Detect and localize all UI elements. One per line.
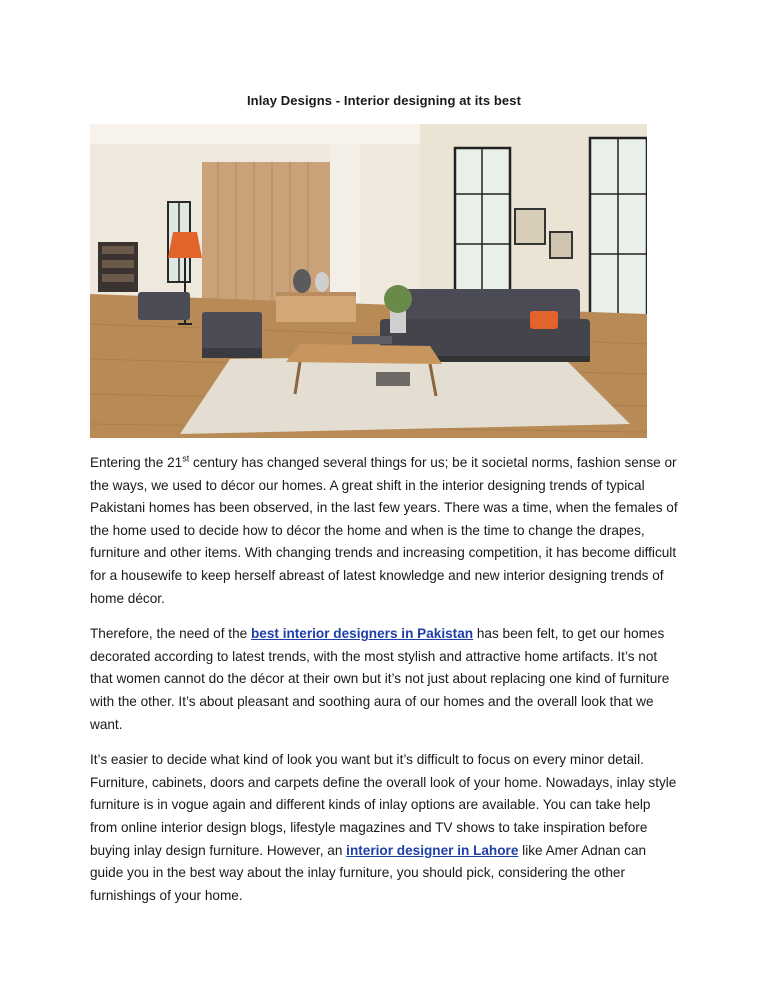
superscript-st: st bbox=[182, 453, 190, 464]
paragraph-2 bbox=[90, 623, 680, 736]
living-room-interior-photo bbox=[90, 124, 647, 438]
document-title: Inlay Designs - Interior designing at its best bbox=[246, 93, 522, 108]
paragraph-1-intro: Entering the 21 bbox=[90, 455, 183, 470]
paragraph-1-text: century has changed several things for us; be it societal norms, fashion sense or the ways, we used to décor our homes. A great shift in the interior designing trends of typical Pakistani homes has been observed, in the last few years. There was a time, when the females of the home used to decide how to décor the home and when is the time to change the drapes, furniture and other items. With changing trends and increasing competition, it has become difficult for a housewife to keep herself abreast of latest knowledge and new interior designing trends of home décor. bbox=[90, 455, 678, 606]
paragraph-2-text-after: has been felt, to get our homes decorated according to latest trends, with the most stylish and attractive home artifacts. It’s not that women cannot do the décor at their own but it’s not just about replacing one kind of furniture with the other. It’s about pleasant and soothing aura of our homes and the overall look that we want. bbox=[90, 626, 670, 732]
best-interior-designers-link[interactable]: best interior designers in Pakistan bbox=[250, 626, 474, 642]
paragraph-3-text-before: It’s easier to decide what kind of look you want but it’s difficult to focus on every minor detail. Furniture, cabinets, doors and carpets define the overall look of your home. Nowadays, inlay style furniture is in vogue again and different kinds of inlay options are available. You can take help from online interior design blogs, lifestyle magazines and TV shows to take inspiration before buying inlay design furniture. However, an bbox=[90, 752, 677, 858]
paragraph-3-text-after: like Amer Adnan can guide you in the best way about the inlay furniture, you should pick, considering the other furnishings of your home. bbox=[90, 842, 647, 903]
article-body bbox=[90, 452, 680, 920]
interior-designer-lahore-link[interactable]: interior designer in Lahore bbox=[346, 842, 519, 858]
paragraph-1 bbox=[90, 452, 680, 610]
paragraph-2-text-before: Therefore, the need of the bbox=[90, 626, 251, 642]
paragraph-3 bbox=[90, 749, 680, 907]
